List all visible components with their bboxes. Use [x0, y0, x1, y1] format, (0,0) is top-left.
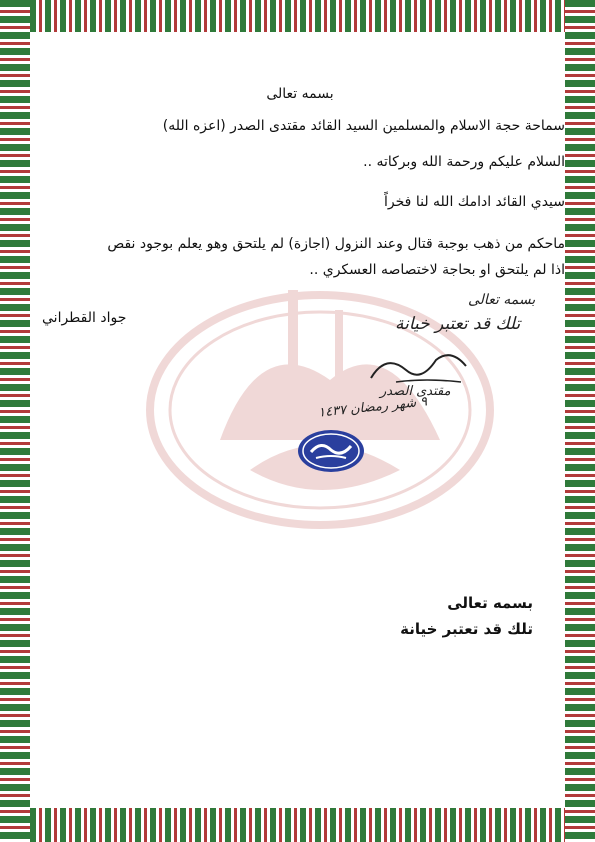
letter-signature: جواد القطراني: [42, 310, 127, 326]
letter-salutation: سيدي القائد ادامك الله لنا فخراً: [384, 194, 565, 210]
reply-answer: تلك قد تعتبر خيانة: [400, 620, 533, 638]
letter-addressee: سماحة حجة الاسلام والمسلمين السيد القائد مقتدى الصدر (اعزه الله): [162, 118, 565, 134]
handwritten-basmala: بسمه تعالى: [468, 292, 536, 308]
letter-body-line-1: ماحكم من ذهب بوجبة قتال وعند النزول (اجازة) لم يلتحق وهو يعلم بوجود نقص: [107, 236, 565, 252]
handwritten-signature-stroke: [366, 348, 476, 388]
decorative-border-left: [0, 0, 30, 842]
decorative-border-right: [565, 0, 595, 842]
letter-body-line-2: اذا لم يلتحق او بحاجة لاختصاصه العسكري ..: [309, 262, 565, 278]
decorative-border-bottom: [0, 808, 595, 842]
handwritten-name: مقتدى الصدر: [380, 384, 451, 399]
decorative-border-top: [0, 0, 595, 32]
reply-basmala: بسمه تعالى: [447, 594, 533, 612]
watermark-emblem: [140, 270, 500, 530]
official-seal-stamp: [296, 428, 366, 474]
handwritten-date: ٩ شهر رمضان ١٤٣٧: [317, 394, 428, 421]
handwritten-answer: تلك قد تعتبر خيانة: [395, 314, 521, 334]
letter-greeting: السلام عليكم ورحمة الله وبركاته ..: [363, 154, 565, 170]
letter-basmala: بسمه تعالى: [266, 86, 334, 102]
